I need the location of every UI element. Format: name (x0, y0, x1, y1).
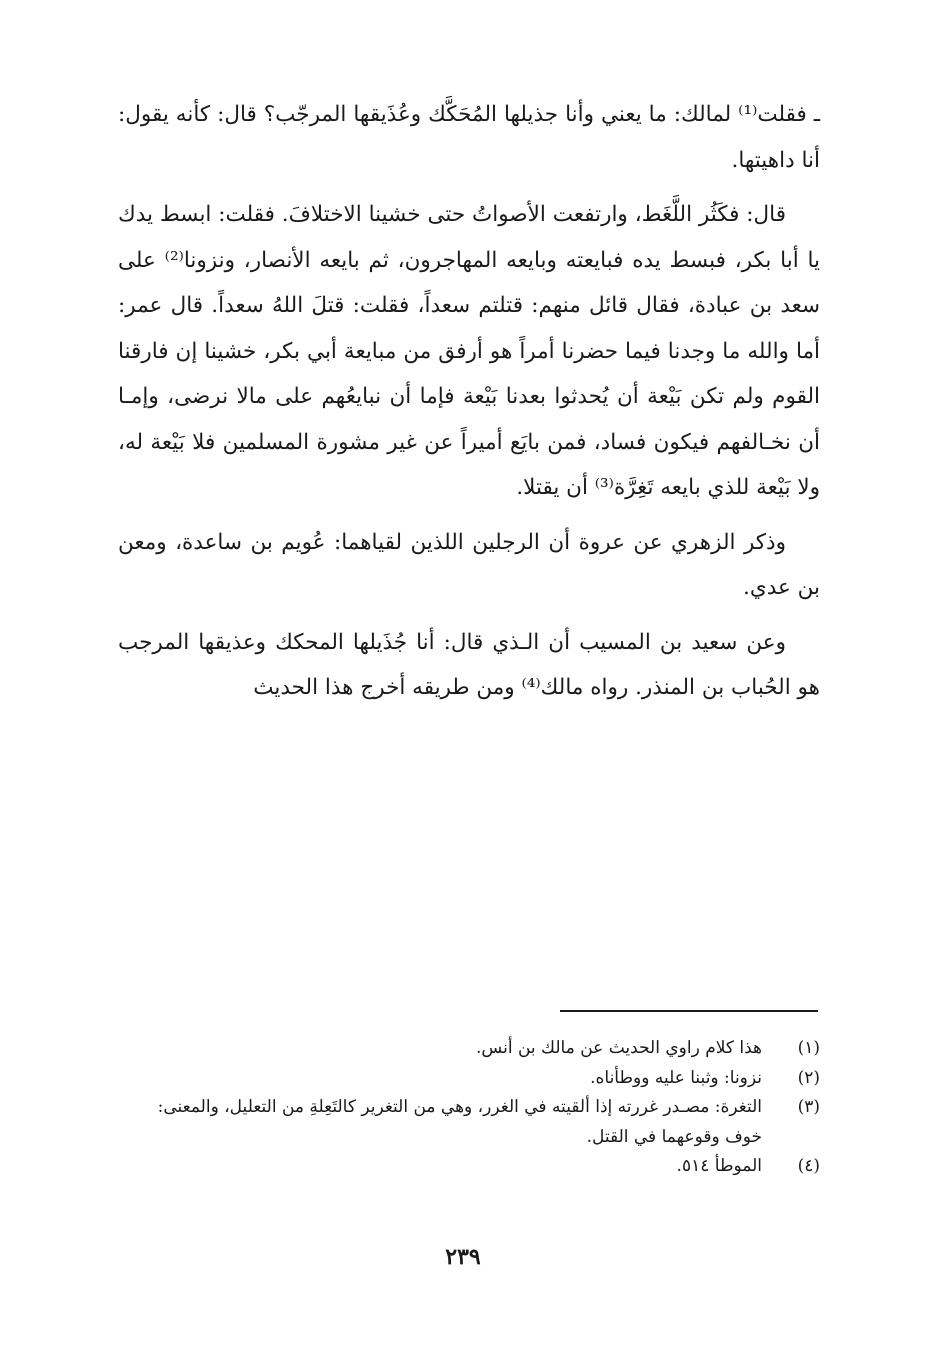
main-text (118, 92, 820, 720)
paragraph-3: وذكر الزهري عن عروة أن الرجلين اللذين لقياهما: عُويم بن ساعدة، ومعن بن عدي. (118, 529, 820, 600)
footnote-text: الموطأ ٥١٤. (676, 1156, 762, 1176)
page-number: ٢٣٩ (445, 1244, 481, 1270)
footnote-4 (118, 1152, 820, 1182)
paragraph-2: قال: فكَثُر اللَّغَط، وارتفعت الأصواتُ حتى خشينا الاختلافَ. فقلت: ابسط يدك يا أبا بكر، فبسط يده فبايعته وبايعه المهاجرون، ثم بايعه الأنصار، ونزونا⁽²⁾ على سعد بن عبادة، فقال قائل منهم: قتلتم سعداً، فقلت: قتلَ اللهُ سعداً. قال عمر: أما والله ما وجدنا فيما حضرنا أمراً هو أرفق من مبايعة أبي بكر، خشينا إن فارقنا القوم ولم تكن بَيْعة أن يُحدثوا بعدنا بَيْعة فإما أن نبايعُهم على مالا نرضى، وإمـا أن نخـالفهم فيكون فساد، فمن بايَع أميراً عن غير مشورة المسلمين فلا بَيْعة له، ولا بَيْعة للذي بايعه تَغِرَّة⁽³⁾ أن يقتلا. (118, 202, 820, 500)
footnote-number: (٢) (797, 1067, 820, 1088)
paragraph-4: وعن سعيد بن المسيب أن الـذي قال: أنا جُذَيلها المحكك وعذيقها المرجب هو الحُباب بن المنذر. رواه مالك⁽⁴⁾ ومن طريقه أخرج هذا الحديث (118, 629, 820, 700)
footnote-3 (118, 1093, 820, 1152)
footnote-text: نزونا: وثبنا عليه ووطأناه. (590, 1067, 762, 1088)
footnote-2 (118, 1064, 820, 1094)
footnote-number: (٣) (797, 1097, 820, 1117)
footnote-1 (118, 1034, 820, 1064)
footnote-number: (١) (797, 1038, 820, 1058)
footnote-text: هذا كلام راوي الحديث عن مالك بن أنس. (476, 1038, 762, 1058)
footnote-number: (٤) (797, 1156, 820, 1176)
footnotes (118, 1034, 820, 1182)
paragraph-1: ـ فقلت⁽¹⁾ لمالك: ما يعني وأنا جذيلها المُحَكَّك وعُذَيقها المرجّب؟ قال: كأنه يقول: أنا داهيتها. (118, 102, 821, 173)
footnote-text: التغرة: مصـدر غررته إذا ألقيته في الغرر، وهي من التغرير كالتَعِلةِ من التعليل، والمعنى: خوف وقوعهما في القتل. (157, 1097, 762, 1147)
footnote-divider (560, 1010, 818, 1012)
